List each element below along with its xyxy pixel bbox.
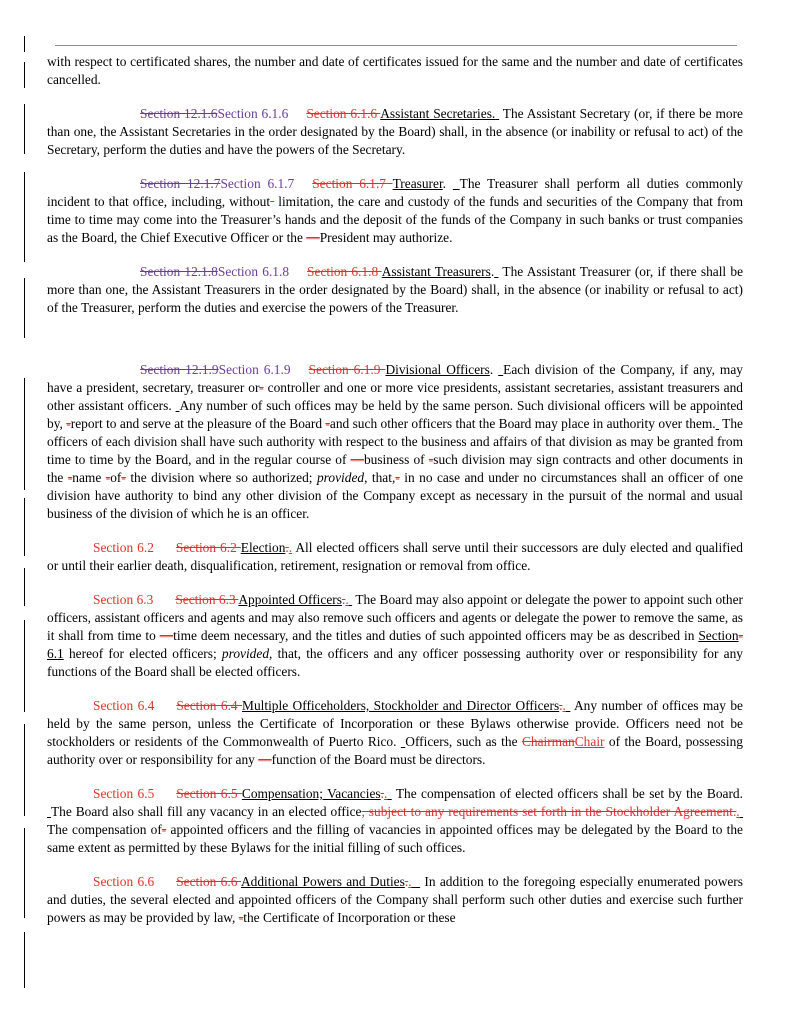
old-section-number: Section 12.1.9 <box>140 362 219 377</box>
section-body: The Board may also appoint or delegate the power to appoint such other officers, assistant officers and agents and may also remove such officers and agents or delegate the power to remove the same, as it shall from time to <box>47 592 743 643</box>
section-body: In addition to the foregoing especially enumerated powers and duties, the several elected and appointed officers of the Company shall perform such other duties and exercise such further powers as may be provided by law, <box>47 874 743 925</box>
section-6-1-6 <box>47 105 743 159</box>
cross-reference: Section <box>698 628 739 643</box>
section-6-6: Section 6.6 Section 6.6 Additional Powers and Duties.. In addition to the foregoing especially enumerated powers and duties, the several elected and appointed officers of the Company shall perform such other duties and exercise such further powers as may be provided by law, -the Certificate of Incorporation or these <box>47 874 743 925</box>
inserted-word: Chair <box>574 734 605 749</box>
section-6-5: Section 6.5 Section 6.5 Compensation; Vacancies.. The compensation of elected officers shall be set by the Board. The Board also shall fill any vacancy in an elected office, subject to any requirements set forth in the Stockholder Agreement.. The compensation of- appointed officers and the filling of vacancies in appointed offices may be delegated by the Board to the same extent as permitted by these Bylaws for the initial filling of such offices. <box>47 786 743 855</box>
section-body: All elected officers shall serve until their successors are duly elected and qualified or until their earlier death, disqualification, retirement, resignation or removal from office. <box>47 540 743 573</box>
section-heading: Appointed Officers <box>238 592 342 607</box>
change-bar <box>24 104 25 154</box>
section-body: Any number of offices may be held by the same person, unless the Certificate of Incorporation or these Bylaws otherwise provide. Officers need not be stockholders or residents of the Commonwealth of Puerto Rico. <box>47 698 743 749</box>
section-heading: Additional Powers and Duties <box>240 874 405 889</box>
section-heading: Assistant Treasurers <box>381 264 491 279</box>
old-section-number: Section 12.1.8 <box>140 264 218 279</box>
section-6-3: Section 6.3 Section 6.3 Appointed Officers.. The Board may also appoint or delegate the power to appoint such other officers, assistant officers and agents and may also remove such officers and agents or delegate the power to remove the same, as it shall from time to —time deem necessary, and the titles and duties of such appointed officers may be as described in Section- 6.1 hereof for elected officers; provided, that, the officers and any officer possessing authority over or responsibility for any functions of the Board shall be elected officers. <box>47 592 744 679</box>
deleted-section-number: Section 6.1.6 <box>306 106 381 121</box>
deleted-clause: , subject to any requirements set forth in the Stockholder Agreement. <box>361 804 737 819</box>
old-section-number: Section 12.1.7 <box>140 176 221 191</box>
inserted-section-number: Section 6.2 <box>93 540 154 555</box>
deleted-section-number: Section 6.3 <box>175 592 239 607</box>
section-body: Each division of the Company, if any, may have a president, secretary, treasurer or <box>47 362 743 395</box>
change-bar <box>24 620 25 712</box>
section-heading: Assistant Secretaries. <box>380 106 496 121</box>
change-bar <box>24 172 25 262</box>
section-heading: Multiple Officeholders, Stockholder and Director Officers <box>242 698 560 713</box>
inserted-section-number: Section 6.3 <box>93 592 154 607</box>
change-bar <box>24 36 25 52</box>
deleted-section-number: Section 6.1.9 <box>308 362 386 377</box>
change-bar <box>24 62 25 88</box>
intro-paragraph: with respect to certificated shares, the number and date of certificates issued for the same and the number and date of certificates cancelled. <box>47 54 743 87</box>
change-bar <box>24 724 25 816</box>
section-6-1-7: Section 12.1.7Section 6.1.7 Section 6.1.7 Treasurer. The Treasurer shall perform all duties commonly incident to that office, including, without limitation, the care and custody of the funds and securities of the Company that from time to time may come into the Treasurer’s hands and the deposit of the funds of the Company in such banks or trust companies as the Board, the Chief Executive Officer or the —President may authorize. <box>47 176 743 245</box>
document-body <box>47 53 743 927</box>
header-rule <box>55 45 737 46</box>
change-bar <box>24 378 25 490</box>
deleted-section-number: Section 6.1.7 <box>312 176 393 191</box>
section-heading: Treasurer <box>392 176 443 191</box>
section-body: The Treasurer shall perform all duties commonly incident to that office, including, without <box>47 176 743 209</box>
section-heading: Divisional Officers <box>385 362 490 377</box>
change-bar <box>24 932 25 988</box>
deleted-word: Chairman <box>521 734 575 749</box>
deleted-section-number: Section 6.2 <box>175 540 241 555</box>
new-section-number: Section 6.1.6 <box>217 106 289 121</box>
section-body: The Assistant Secretary (or, if there be more than one, the Assistant Secretaries in the order designated by the Board) shall, in the absence (or inability or refusal to act) of the Secretary, perform the duties and have the powers of the Secretary. <box>47 106 743 157</box>
new-section-number: Section 6.1.8 <box>217 264 290 279</box>
old-section-number: Section 12.1.6 <box>140 106 218 121</box>
new-section-number: Section 6.1.9 <box>218 362 291 377</box>
deleted-dash: — <box>306 230 320 245</box>
deleted-section-number: Section 6.6 <box>176 874 241 889</box>
deleted-section-number: Section 6.4 <box>176 698 243 713</box>
inserted-section-number: Section 6.5 <box>93 786 155 801</box>
change-bar <box>24 278 25 338</box>
section-6-1-8: Section 12.1.8Section 6.1.8 Section 6.1.8 Assistant Treasurers. The Assistant Treasurer (or, if there shall be more than one, the Assistant Treasurers in the order designated by the Board) shall, in the absence (or inability or refusal to act) of the Treasurer, perform the duties and exercise the powers of the Treasurer. <box>47 264 744 315</box>
deleted-section-number: Section 6.1.8 <box>307 264 382 279</box>
section-6-1-9: Section 12.1.9Section 6.1.9 Section 6.1.9 Divisional Officers. Each division of the Company, if any, may have a president, secretary, treasurer or- controller and one or more vice presidents, assistant secretaries, assistant treasurers and other assistant officers. Any number of such offices may be held by the same person. Such divisional officers will be appointed by, -report to and serve at the pleasure of the Board -and such other officers that the Board may place in authority over them. The officers of each division shall have such authority with respect to the business and affairs of that division as may be granted from time to time by the Board, and in the regular course of —business of -such division may sign contracts and other documents in the -name -of- the division where so authorized; provided, that,- in no case and under no circumstances shall an officer of one division have authority to bind any other division of the Company except as necessary in the pursuit of the normal and usual business of the division of which he is an officer. <box>47 362 744 521</box>
section-6-2: Section 6.2 Section 6.2 Election.. All elected officers shall serve until their successors are duly elected and qualified or until their earlier death, disqualification, retirement, resignation or removal from office. <box>47 540 743 573</box>
section-body: The compensation of elected officers shall be set by the Board. <box>395 786 743 801</box>
section-body: The Assistant Treasurer (or, if there shall be more than one, the Assistant Treasurers in the order designated by the Board) shall, in the absence (or inability or refusal to act) of the Treasurer, perform the duties and exercise the powers of the Treasurer. <box>47 264 744 315</box>
change-bar <box>24 498 25 556</box>
change-bar <box>24 828 25 918</box>
section-heading: Compensation; Vacancies <box>241 786 381 801</box>
change-bar <box>24 568 25 606</box>
section-6-4: Section 6.4 Section 6.4 Multiple Officeholders, Stockholder and Director Officers.. Any number of offices may be held by the same person, unless the Certificate of Incorporation or these Bylaws otherwise provide. Officers need not be stockholders or residents of the Commonwealth of Puerto Rico. Officers, such as the ChairmanChair of the Board, possessing authority over or responsibility for any —function of the Board must be directors. <box>47 698 743 767</box>
deleted-section-number: Section 6.5 <box>176 786 242 801</box>
inserted-section-number: Section 6.4 <box>93 698 155 713</box>
new-section-number: Section 6.1.7 <box>220 176 295 191</box>
section-heading: Election <box>240 540 286 555</box>
inserted-section-number: Section 6.6 <box>93 874 155 889</box>
